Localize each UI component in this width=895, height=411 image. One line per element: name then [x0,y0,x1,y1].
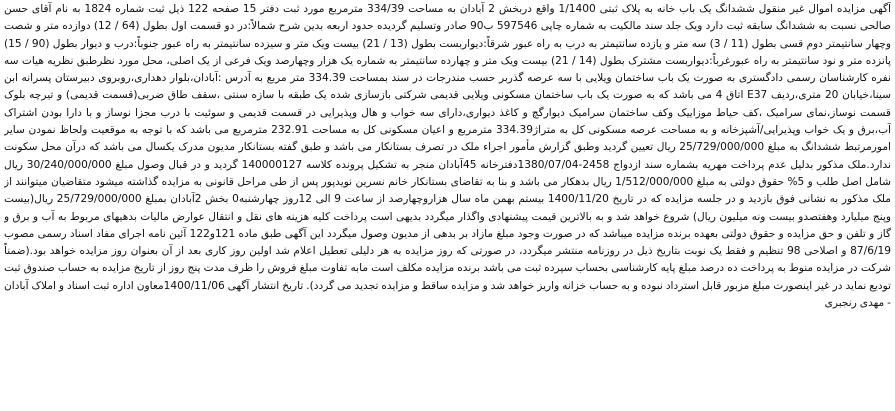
notice-body-text: آگهی مزایده اموال غیر منقول ششدانگ یک باب خانه به پلاک ثبتی 1/1400 واقع دربخش 2 آبادان به مساحت 334/39 مترمربع مورد ثبت دفتر 15 صفحه 122 ذیل ثبت شماره 1824 به نام آقای حسن صالحی نسبت به ششدانگ سابقه ثبت دارد ویک جلد سند مالکیت به شماره چاپی 597546 ب90 صادر وتسلیم گردیده حدود اربعه بدین شرح شمالاً:در دو قسمت اول بطول (64 / 12) دوازده متر و شصت وچهار سانتیمتر دوم قسی بطول (11 / 3) سه متر و یازده سانتیمتر به درب به راه عبور شرقاً:دیواربست بطول (13 / 21) بیست ویک متر و سیزده سانتیمتر به راه عبور جنوباً:درب و دیوار بطول (90 / 15) پانزده متر و نود سانتیمتر به راه عبورغرباً:دیواربست مشترک بطول (14 / 21) بیست ویک متر و چهارده سانتیمتر به شماره یک هزار وچهارصد ویک فرعی از یک اصلی، محل مورد نظرطبق نظریه هیات سه نفره کارشناسان رسمی دادگستری به صورت یک باب ساختمان ویلایی با سه عرصه گذربر حسب مندرجات در سند بمساحت 334.39 متر مربع به آدرس :آبادان،بلوار دهداری،روبروی دبیرستان پسرانه ابن سینا،خیابان 20 متری،ردیف E37 اتاق 4 می باشد که به صورت یک باب ساختمان مسکونی ویلایی قدیمی شرکتی بازسازی شده یک طبقه با سازه سنتی ،سقف طاق ضربی(قسمت قدیمی) و تیرچه بلوک قسمت نوساز،نمای سرامیک ،کف حیاط موزاییک وکف ساختمان سرامیک دیوارگچ و کاغذ دیواری،دارای سه خواب و هال وپذیرایی در قسمت قدیمی و سوئیت با درب مجزا نوساز و با دارا بودن اشتراک آب،برق و یک خواب وپذیرایی/آشپزخانه و به مساحت عرصه مسکونی کل به متراژ334.39 مترمربع و اعیان مسکونی کل به مساحت 232.91 مترمربع می باشد که با توجه به موقعیت ولحاظ نمودن سایر امورمرتبط ششدانگ به مبلغ 25/729/000/000 ریال تعیین گردید وطبق گزارش مأمور اجراء ملک در تصرف بستانکار می باشد و طبق گفته بستانکار مدیون مدرک یکسال می باشد که درآن محل سکونت ندارد.ملک مذکور بدلیل عدم پرداخت مهریه بشماره سند ازدواج 2458-1380/07/04دفترخانه 45آبادان منجر به تشکیل پرونده کلاسه 140000127 گردید و در قبال وصول مبلغ 30/240/000/000 ریال شامل اصل طلب و 5% حقوق دولتی به مبلغ 1/512/000/000 ریال بدهکار می باشد و بنا به تقاضای بستانکار خانم نسرین نویدپور پس از طی مراحل قانونی به مزایده گذاشته میشود متقاضیان میتوانند از ملک مذکور به نشانی فوق بازدید و در جلسه مزایده که در تاریخ 1400/11/20 بیستم بهمن ماه سال هزاروچهارصد از ساعت 9 الی 12روز چهارشنبه0 بخش 2آبادان بمبلغ 25/729/000/000 ریال(بیست وپنج میلیارد وهفتصدو بیست ونه میلیون ریال) شروع خواهد شد و به بالاترین قیمت پیشنهادی واگذار میگردد بدیهی است پرداخت کلیه هزینه های نقل و انتقال عوارض مالیات بدهیهای مربوط به آب و برق و گاز و تلفن و حق مزایده و حقوق دولتی بعهده برنده مزایده میباشد که در صورت وجود مبلغ مازاد بر بدهی از مدیون وصول میگردد این آگهی طبق ماده 121و122 آئین نامه اجرای مفاد اسناد رسمی مصوب 87/6/19 و اصلاحی 98 تنظیم و فقط یک نوبت بتاریخ ذیل در روزنامه منتشر میگردد، در صورتی که روز مزایده به هر دلیلی تعطیل اعلام شد اولین روز کاری بعد از آن بعنوان روز مزایده خواهد بود.(ضمناً شرکت در مزایده منوط به پرداخت ده درصد مبلغ پایه کارشناسی بحساب سپرده ثبت می باشد برنده مزایده مکلف است مابه تفاوت مبلغ فروش را ظرف مدت پنج روز از تاریخ مزایده به حساب صندوق ثبت تودیع نماید در غیر اینصورت مبلغ مزبور قابل استرداد نبوده و به حساب خزانه واریز خواهد شد و مزایده ساقط و مزایده تجدید می گردد). تاریخ انتشار آگهی 1400/11/06معاون اداره ثبت اسناد و املاک آبادان - مهدی رنجبری [4,3,891,310]
auction-notice [4,1,891,409]
